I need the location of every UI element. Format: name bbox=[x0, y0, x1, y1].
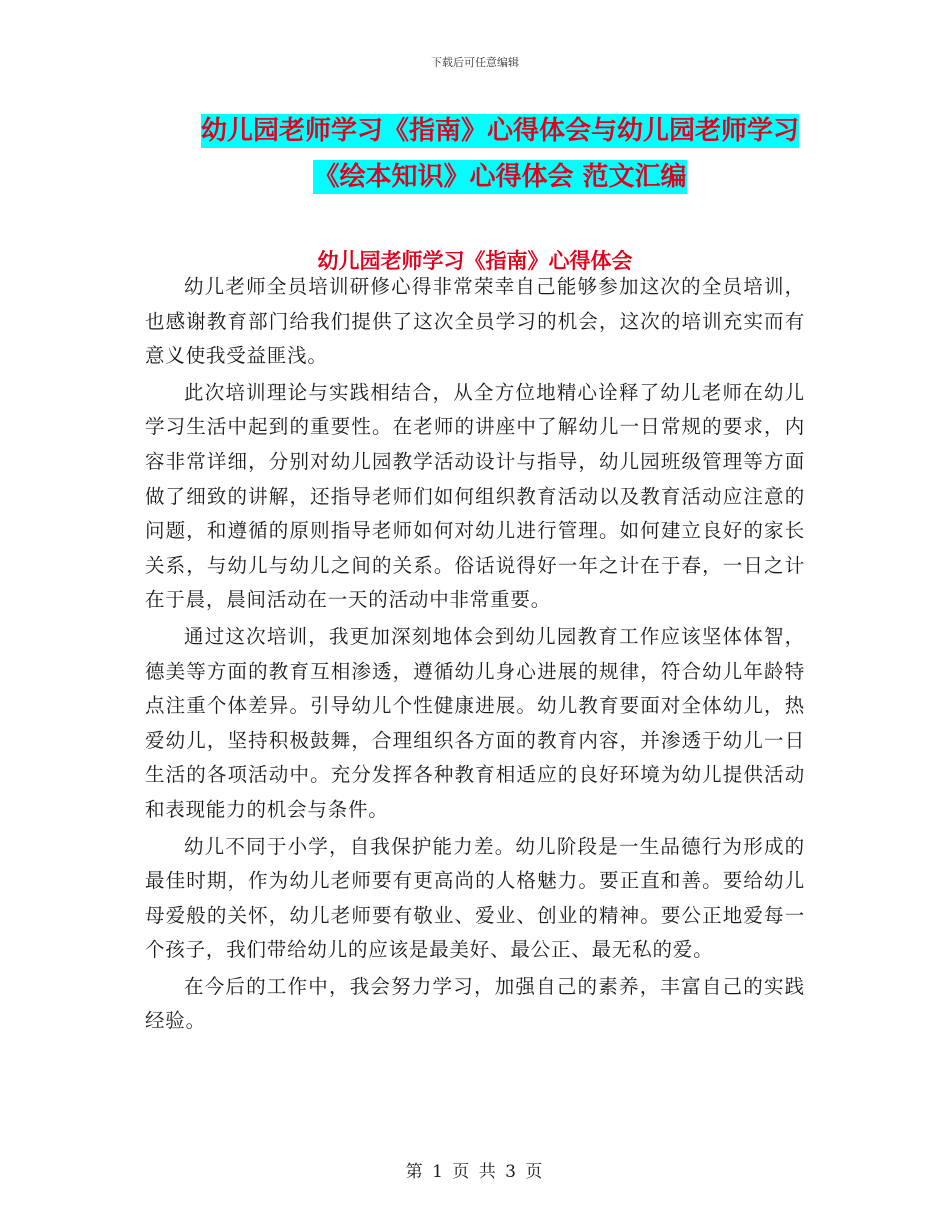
paragraph: 在今后的工作中，我会努力学习，加强自己的素养，丰富自己的实践经验。 bbox=[145, 974, 805, 1033]
article-body bbox=[145, 270, 805, 1039]
document-title bbox=[130, 108, 870, 200]
paragraph: 通过这次培训，我更加深刻地体会到幼儿园教育工作应该坚体体智，德美等方面的教育互相渗透，遵循幼儿身心进展的规律，符合幼儿年龄特点注重个体差异。引导幼儿个性健康进展。幼儿教育要面对全体幼儿，热爱幼儿，坚持积极鼓舞，合理组织各方面的教育内容，并渗透于幼儿一日生活的各项活动中。充分发挥各种教育相适应的良好环境为幼儿提供活动和表现能力的机会与条件。 bbox=[145, 624, 805, 821]
title-line-1: 幼儿园老师学习《指南》心得体会与幼儿园老师学习 bbox=[200, 116, 799, 146]
page-footer: 第 1 页 共 3 页 bbox=[405, 1162, 545, 1182]
paragraph: 幼儿不同于小学，自我保护能力差。幼儿阶段是一生品德行为形成的最佳时期，作为幼儿老师要有更高尚的人格魅力。要正直和善。要给幼儿母爱般的关怀，幼儿老师要有敬业、爱业、创业的精神。要公正地爱每一个孩子，我们带给幼儿的应该是最美好、最公正、最无私的爱。 bbox=[145, 834, 805, 962]
paragraph: 此次培训理论与实践相结合，从全方位地精心诠释了幼儿老师在幼儿学习生活中起到的重要性。在老师的讲座中了解幼儿一日常规的要求，内容非常详细，分别对幼儿园教学活动设计与指导，幼儿园班级管理等方面做了细致的讲解，还指导老师们如何组织教育活动以及教育活动应注意的问题，和遵循的原则指导老师如何对幼儿进行管理。如何建立良好的家长关系，与幼儿与幼儿之间的关系。俗话说得好一年之计在于春，一日之计在于晨，晨间活动在一天的活动中非常重要。 bbox=[145, 380, 805, 612]
paragraph: 幼儿老师全员培训研修心得非常荣幸自己能够参加这次的全员培训，也感谢教育部门给我们提供了这次全员学习的机会，这次的培训充实而有意义使我受益匪浅。 bbox=[145, 275, 805, 368]
section-title: 幼儿园老师学习《指南》心得体会 bbox=[317, 249, 633, 273]
title-line-2: 《绘本知识》心得体会 范文汇编 bbox=[313, 162, 687, 192]
header-note: 下载后可任意编辑 bbox=[431, 56, 519, 69]
